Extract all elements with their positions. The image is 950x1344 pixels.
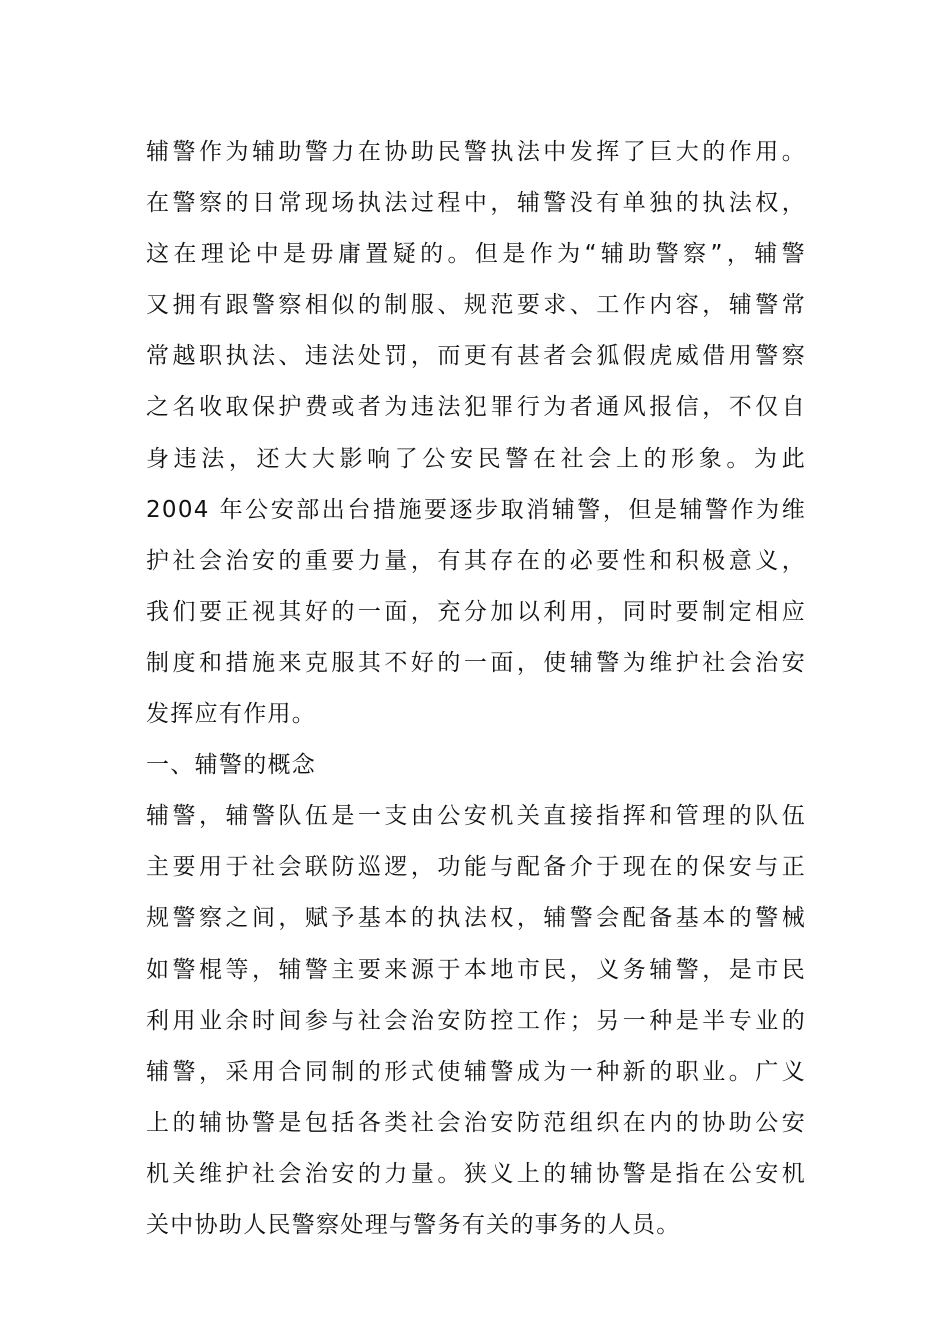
text-line: 制度和措施来克服其不好的一面，使辅警为维护社会治安 <box>146 649 806 676</box>
text-line: 在警察的日常现场执法过程中，辅警没有单独的执法权， <box>146 190 806 217</box>
text-line: 机关维护社会治安的力量。狭义上的辅协警是指在公安机 <box>146 1160 806 1187</box>
text-line: 常越职执法、违法处罚，而更有甚者会狐假虎威借用警察 <box>146 343 806 370</box>
text-line: 辅警，采用合同制的形式使辅警成为一种新的职业。广义 <box>146 1058 806 1085</box>
paragraph-concept <box>146 791 806 1251</box>
text-line: 规警察之间，赋予基本的执法权，辅警会配备基本的警械 <box>146 905 806 932</box>
text-line: 发挥应有作用。 <box>146 701 317 728</box>
document-body <box>146 127 806 1251</box>
text-line: 辅警，辅警队伍是一支由公安机关直接指挥和管理的队伍 <box>146 803 806 830</box>
text-line: 利用业余时间参与社会治安防控工作；另一种是半专业的 <box>146 1007 806 1034</box>
text-line: 辅警作为辅助警力在协助民警执法中发挥了巨大的作用。 <box>146 139 806 165</box>
text-line: 如警棍等，辅警主要来源于本地市民，义务辅警，是市民 <box>146 956 806 983</box>
section-heading: 一、辅警的概念 <box>146 752 317 779</box>
text-line: 又拥有跟警察相似的制服、规范要求、工作内容，辅警常 <box>146 292 806 319</box>
text-line: 我们要正视其好的一面，充分加以利用，同时要制定相应 <box>146 598 806 625</box>
text-line: 上的辅协警是包括各类社会治安防范组织在内的协助公安 <box>146 1109 806 1136</box>
text-line: 关中协助人民警察处理与警务有关的事务的人员。 <box>146 1211 681 1238</box>
text-line: 之名收取保护费或者为违法犯罪行为者通风报信，不仅自 <box>146 394 806 421</box>
text-line: 主要用于社会联防巡逻，功能与配备介于现在的保安与正 <box>146 854 806 881</box>
text-line: 护社会治安的重要力量，有其存在的必要性和积极意义， <box>146 547 806 574</box>
paragraph-intro <box>146 127 806 740</box>
text-line: 这在理论中是毋庸置疑的。但是作为“辅助警察”，辅警 <box>146 241 806 268</box>
text-line: 2004 年公安部出台措施要逐步取消辅警，但是辅警作为维 <box>146 496 806 523</box>
text-line: 身违法，还大大影响了公安民警在社会上的形象。为此 <box>146 445 806 472</box>
